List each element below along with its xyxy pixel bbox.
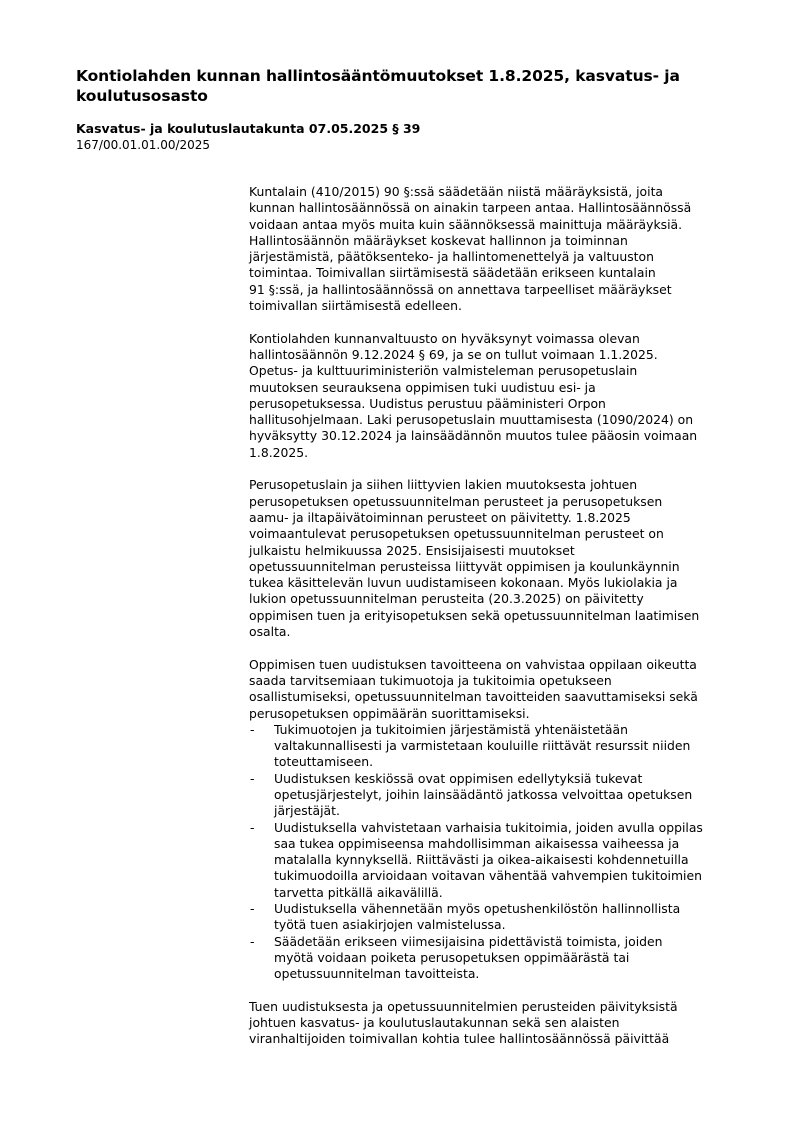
text-line: saa tukea oppimiseensa mahdollisimman aikaisessa vaiheessa ja <box>274 835 680 851</box>
text-line: Kuntalain (410/2015) 90 §:ssä säädetään niistä määräyksistä, joita <box>249 184 664 199</box>
text-line: johtuen kasvatus- ja koulutuslautakunnan sekä sen alaisten <box>249 1015 620 1031</box>
text-line: tarvetta pitkällä aikavälillä. <box>274 884 443 900</box>
bullet-item <box>249 934 739 983</box>
text-line: lukion opetussuunnitelman perusteita (20.3.2025) on päivitetty <box>249 591 644 607</box>
bullet-item <box>249 722 739 771</box>
bullet-dash: - <box>250 721 255 737</box>
diary-number: 167/00.01.01.00/2025 <box>76 138 211 152</box>
text-line: tukimuodoilla arvioidaan voitavan vähentää vahvempien tukitoimien <box>274 868 702 884</box>
text-line: Uudistuksella vahvistetaan varhaisia tukitoimia, joiden avulla oppilas <box>274 819 703 835</box>
text-line: saada tarvitsemiaan tukimuotoja ja tukitoimia opetukseen <box>249 672 612 688</box>
text-line: osallistumiseksi, opetussuunnitelman tavoitteiden saavuttamiseksi sekä <box>249 689 698 705</box>
text-line: Uudistuksella vähennetään myös opetushenkilöstön hallinnollista <box>274 901 681 917</box>
text-line: Oppimisen tuen uudistuksen tavoitteena on vahvistaa oppilaan oikeutta <box>249 656 697 672</box>
text-line: 1.8.2025. <box>249 444 309 460</box>
paragraph-legal-basis <box>249 184 739 314</box>
document-title <box>76 66 680 106</box>
text-line: Perusopetuslain ja siihen liittyvien lakien muutoksesta johtuen <box>249 477 638 493</box>
paragraph-background <box>249 331 739 461</box>
text-line: perusopetuksessa. Uudistus perustuu pääministeri Orpon <box>249 395 606 411</box>
text-line: Hallintosäännön määräykset koskevat hallinnon ja toiminnan <box>249 232 628 248</box>
text-line: hyväksytty 30.12.2024 ja lainsäädännön muutos tulee pääosin voimaan <box>249 428 698 444</box>
text-line: julkaistu helmikuussa 2025. Ensisijaisesti muutokset <box>249 542 575 558</box>
bullet-dash: - <box>250 901 255 917</box>
text-line: järjestäjät. <box>274 803 340 819</box>
text-line: viranhaltijoiden toimivallan kohtia tulee hallintosäännössä päivittää <box>249 1031 670 1047</box>
text-line: opetussuunnitelman perusteissa liittyvät oppimisen ja koulunkäynnin <box>249 558 680 574</box>
text-line: matalalla kynnyksellä. Riittävästi ja oikea-aikaisesti kohdennetuilla <box>274 852 689 868</box>
text-line: järjestämistä, päätöksenteko- ja hallintomenettelyä ja valtuuston <box>249 249 654 265</box>
bullet-dash: - <box>250 933 255 949</box>
text-line: kunnan hallintosäännössä on ainakin tarpeen antaa. Hallintosäännössä <box>249 200 692 216</box>
text-line: toimintaa. Toimivallan siirtämisestä säädetään erikseen kuntalain <box>249 265 656 281</box>
text-line: opetusjärjestelyt, joihin lainsäädäntö jatkossa velvoittaa opetuksen <box>274 786 693 802</box>
bullet-item <box>249 901 739 934</box>
text-line: Kontiolahden kunnanvaltuusto on hyväksynyt voimassa olevan <box>249 330 640 346</box>
text-line: oppimisen tuen ja erityisopetuksen sekä opetussuunnitelman laatimisen <box>249 607 700 623</box>
text-line: tukea käsittelevän luvun uudistamiseen kokonaan. Myös lukiolakia ja <box>249 575 678 591</box>
text-line: opetussuunnitelman tavoitteista. <box>274 966 480 982</box>
text-line: voidaan antaa myös muita kuin säännöksessä mainittuja määräyksiä. <box>249 216 683 232</box>
bullet-item <box>249 771 739 820</box>
text-line: muutoksen seurauksena oppimisen tuki uudistuu esi- ja <box>249 379 596 395</box>
bullet-dash: - <box>250 819 255 835</box>
paragraph-goals <box>249 657 739 722</box>
text-line: työtä tuen asiakirjojen valmistelussa. <box>274 917 506 933</box>
title-line: Kontiolahden kunnan hallintosääntömuutokset 1.8.2025, kasvatus- ja <box>76 67 680 85</box>
goals-bullet-list <box>249 722 739 983</box>
text-line: toteuttamiseen. <box>274 754 374 770</box>
text-line: valtakunnallisesti ja varmistetaan kouluille riittävät resurssit niiden <box>274 738 691 754</box>
text-line: voimaantulevat perusopetuksen opetussuunnitelman perusteet on <box>249 526 664 542</box>
document-body <box>249 184 739 1064</box>
text-line: 91 §:ssä, ja hallintosäännössä on annettava tarpeelliset määräykset <box>249 281 672 297</box>
text-line: perusopetuksen oppimäärän suorittamiseksi. <box>249 705 530 721</box>
text-line: myötä voidaan poiketa perusopetuksen oppimäärästä tai <box>274 949 630 965</box>
paragraph-closing <box>249 999 739 1048</box>
text-line: hallitusohjelmaan. Laki perusopetuslain muuttamisesta (1090/2024) on <box>249 412 694 428</box>
meeting-header: Kasvatus- ja koulutuslautakunta 07.05.2025 § 39 <box>76 121 421 136</box>
paragraph-curriculum <box>249 477 739 640</box>
text-line: Tuen uudistuksesta ja opetussuunnitelmien perusteiden päivityksistä <box>249 998 678 1014</box>
bullet-item <box>249 820 739 901</box>
text-line: Opetus- ja kulttuuriministeriön valmisteleman perusopetuslain <box>249 363 638 379</box>
text-line: hallintosäännön 9.12.2024 § 69, ja se on tullut voimaan 1.1.2025. <box>249 346 658 362</box>
bullet-dash: - <box>250 770 255 786</box>
text-line: perusopetuksen opetussuunnitelman perusteet ja perusopetuksen <box>249 493 663 509</box>
text-line: osalta. <box>249 624 291 640</box>
text-line: aamu- ja iltapäivätoiminnan perusteet on päivitetty. 1.8.2025 <box>249 509 631 525</box>
text-line: Tukimuotojen ja tukitoimien järjestämistä yhtenäistetään <box>274 721 628 737</box>
text-line: toimivallan siirtämisestä edelleen. <box>249 298 462 314</box>
text-line: Uudistuksen keskiössä ovat oppimisen edellytyksiä tukevat <box>274 770 643 786</box>
title-line: koulutusosasto <box>76 87 208 105</box>
text-line: Säädetään erikseen viimesijaisina pidettävistä toimista, joiden <box>274 933 663 949</box>
